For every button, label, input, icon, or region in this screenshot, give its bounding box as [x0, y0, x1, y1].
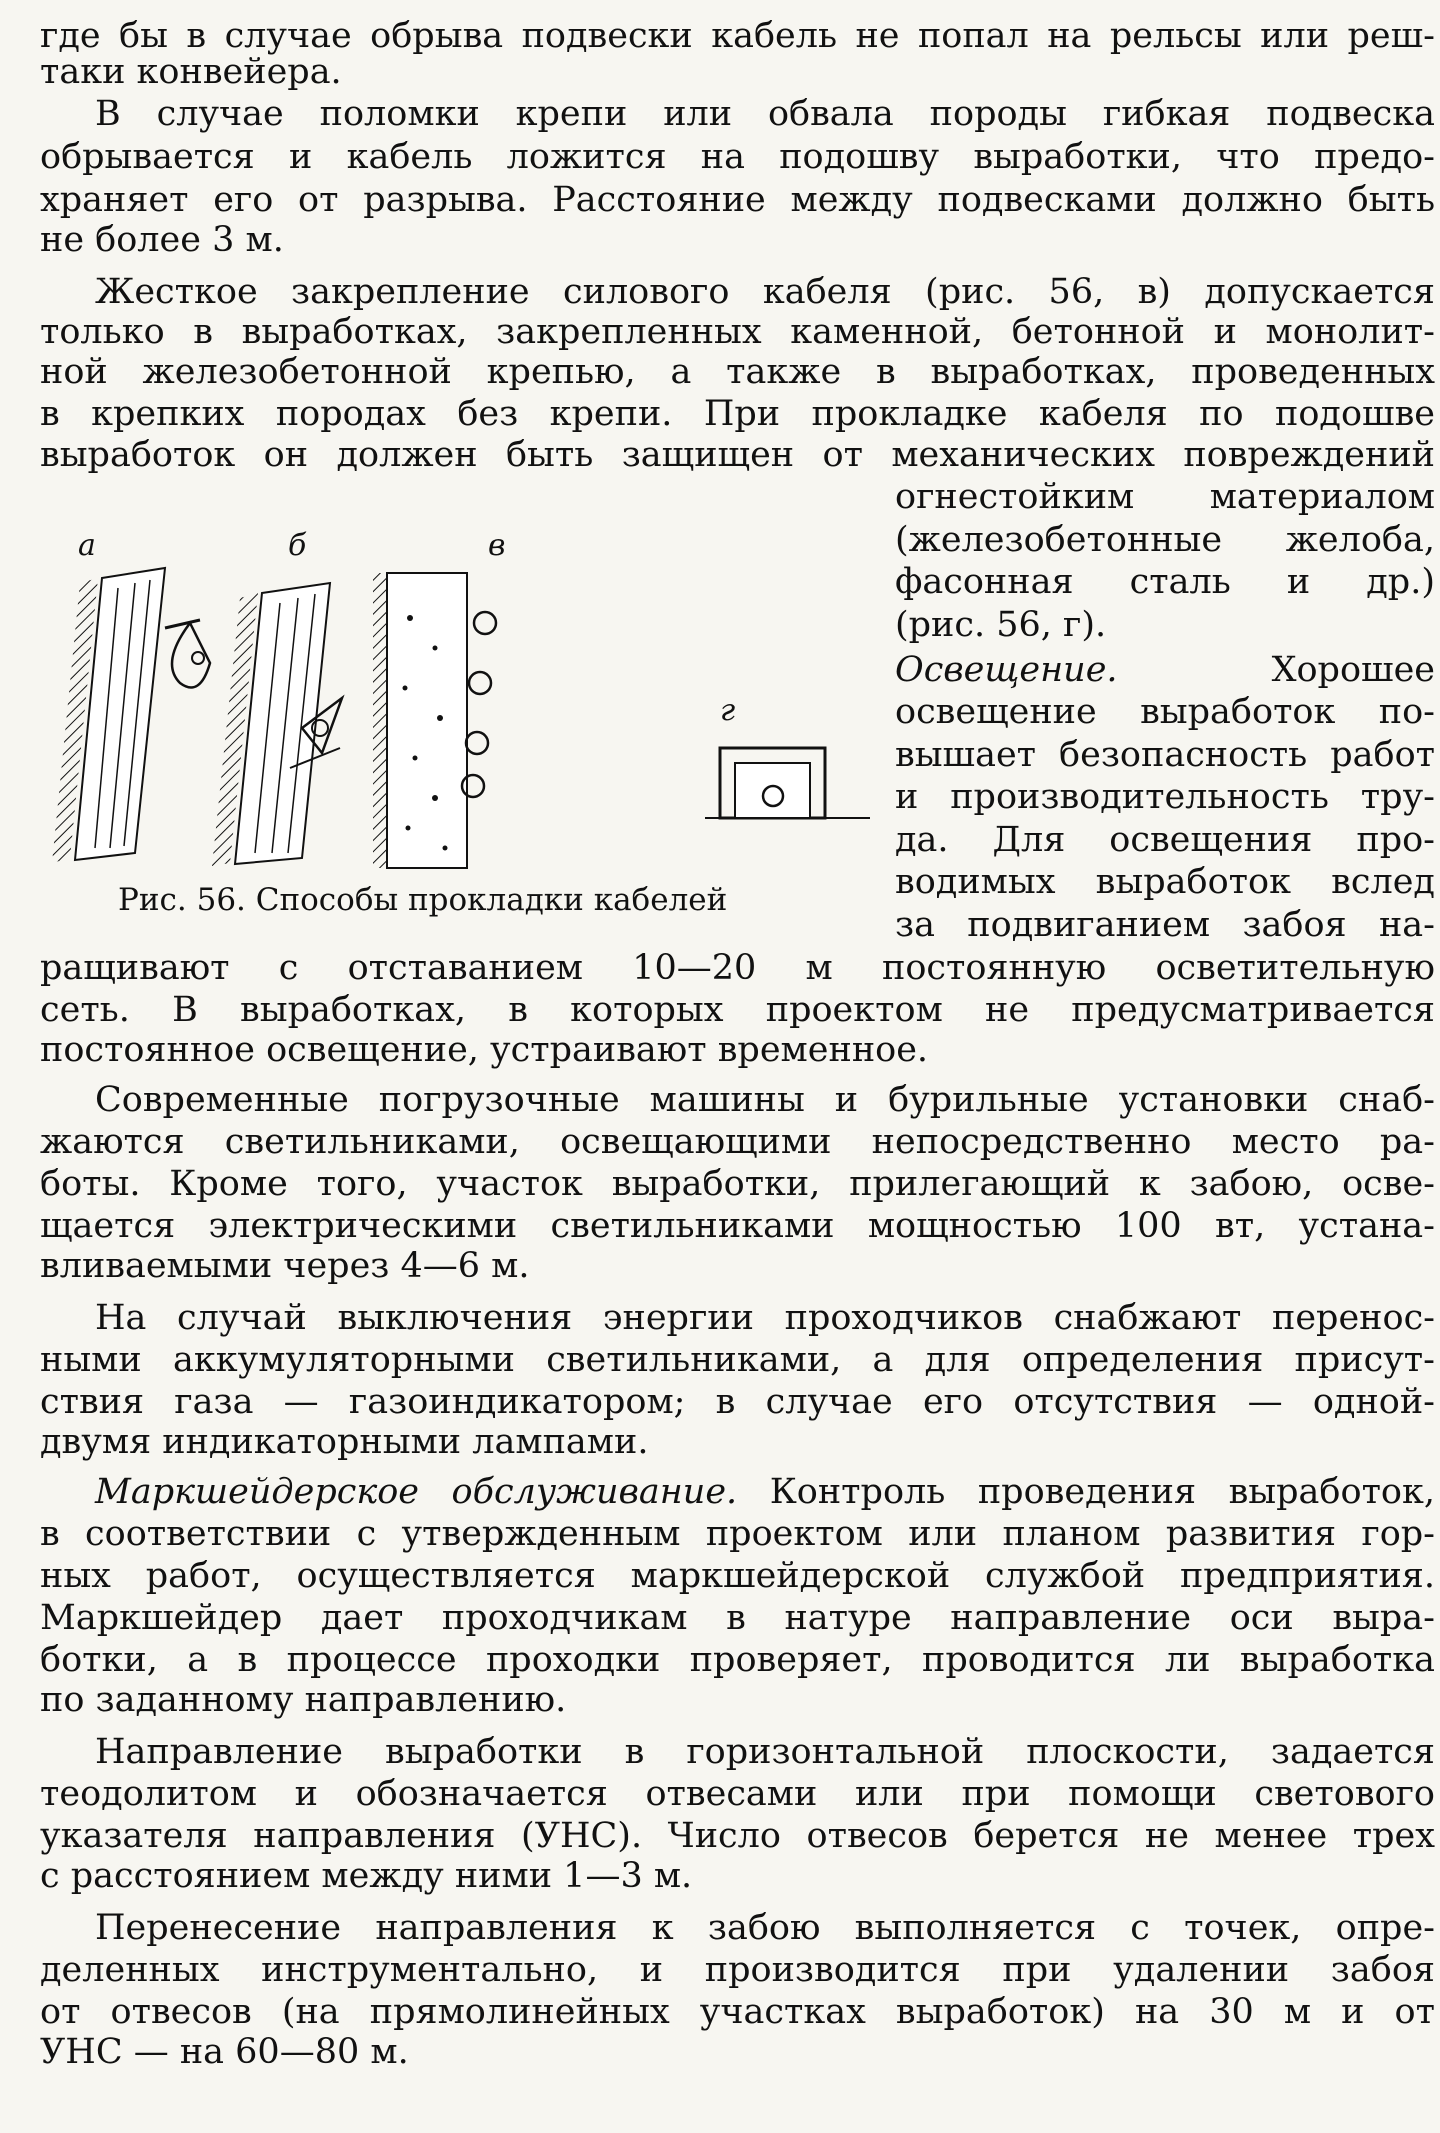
text-line: В случае поломки крепи или обвала породы гибкая подвеска	[95, 94, 1435, 134]
text-line: обрывается и кабель ложится на подошву выработки, что предо-	[40, 137, 1435, 177]
text-line: таки конвейера.	[40, 52, 342, 92]
text-line: УНС — на 60—80 м.	[40, 2032, 409, 2072]
text-line: водимых выработок вслед	[895, 862, 1435, 902]
text-line: теодолитом и обозначается отвесами или при помощи светового	[40, 1774, 1435, 1814]
text-line: с расстоянием между ними 1—3 м.	[40, 1856, 693, 1896]
text-line: от отвесов (на прямолинейных участках выработок) на 30 м и от	[40, 1992, 1435, 2032]
figure-a-drawing	[52, 568, 210, 863]
text-line: сеть. В выработках, в которых проектом не предусматривается	[40, 990, 1435, 1030]
figure-label-a: а	[78, 528, 96, 563]
section-heading-text: Маркшейдерское обслуживание. Контроль проведения выработок,	[95, 1472, 1436, 1512]
text-line	[95, 1470, 1435, 1514]
section-heading: Освещение. Хорошее	[895, 650, 1435, 690]
text-line: щается электрическими светильниками мощностью 100 вт, устана-	[40, 1206, 1435, 1246]
text-line: вышает безопасность работ	[895, 735, 1435, 775]
text-line: жаются светильниками, освещающими непосредственно место ра-	[40, 1122, 1435, 1162]
text-line: указателя направления (УНС). Число отвесов берется не менее трех	[40, 1816, 1435, 1856]
text-line: постоянное освещение, устраивают временное.	[40, 1030, 929, 1070]
figure-label-b: б	[288, 528, 307, 563]
text-line: фасонная сталь и др.)	[895, 562, 1435, 602]
text-line: где бы в случае обрыва подвески кабель не попал на рельсы или реш-	[40, 16, 1435, 56]
text-line: Современные погрузочные машины и бурильные установки снаб-	[95, 1080, 1435, 1120]
text-line: огнестойким материалом	[895, 477, 1435, 517]
text-line: ной железобетонной крепью, а также в выработках, проведенных	[40, 352, 1435, 392]
text-line: (железобетонные желоба,	[895, 520, 1435, 560]
figure-label-g: г	[720, 693, 736, 728]
figure-v-drawing	[373, 573, 496, 868]
text-line: Перенесение направления к забою выполняется с точек, опре-	[95, 1908, 1435, 1948]
text-line: вливаемыми через 4—6 м.	[40, 1246, 530, 1286]
text-line: деленных инструментально, и производится при удалении забоя	[40, 1950, 1435, 1990]
text-line: по заданному направлению.	[40, 1680, 567, 1720]
text-line: ствия газа — газоиндикатором; в случае его отсутствия — одной-	[40, 1382, 1435, 1422]
text-line	[895, 648, 1435, 692]
text-line: боты. Кроме того, участок выработки, прилегающий к забою, осве-	[40, 1164, 1435, 1204]
figure-cable-laying	[40, 528, 870, 888]
text-line: освещение выработок по-	[895, 692, 1435, 732]
text-line: и производительность тру-	[895, 777, 1435, 817]
figure-caption: Рис. 56. Способы прокладки кабелей	[118, 882, 728, 918]
text-line: ных работ, осуществляется маркшейдерской службой предприятия.	[40, 1556, 1435, 1596]
text-line: только в выработках, закрепленных каменной, бетонной и монолит-	[40, 312, 1435, 352]
text-line: ными аккумуляторными светильниками, а для определения присут-	[40, 1340, 1435, 1380]
text-line: храняет его от разрыва. Расстояние между подвесками должно быть	[40, 180, 1435, 220]
figure-label-v: в	[488, 528, 506, 563]
text-line: (рис. 56, г).	[895, 605, 1107, 645]
figure-drawing	[40, 528, 870, 888]
text-line: Направление выработки в горизонтальной плоскости, задается	[95, 1732, 1435, 1772]
figure-g-drawing	[705, 748, 870, 818]
text-line: Жесткое закрепление силового кабеля (рис. 56, в) допускается	[95, 272, 1435, 312]
text-line: ращивают с отставанием 10—20 м постоянную осветительную	[40, 948, 1435, 988]
text-line: ботки, а в процессе проходки проверяет, проводится ли выработка	[40, 1640, 1435, 1680]
text-line: в крепких породах без крепи. При прокладке кабеля по подошве	[40, 394, 1435, 434]
text-line: выработок он должен быть защищен от механических повреждений	[40, 435, 1435, 475]
figure-b-drawing	[212, 583, 342, 866]
text-line: да. Для освещения про-	[895, 820, 1435, 860]
text-line: не более 3 м.	[40, 220, 284, 260]
text-line: за подвиганием забоя на-	[895, 905, 1435, 945]
text-line: Маркшейдер дает проходчикам в натуре направление оси выра-	[40, 1598, 1435, 1638]
text-line: двумя индикаторными лампами.	[40, 1422, 649, 1462]
text-line: в соответствии с утвержденным проектом или планом развития гор-	[40, 1514, 1435, 1554]
text-line: На случай выключения энергии проходчиков снабжают перенос-	[95, 1298, 1435, 1338]
